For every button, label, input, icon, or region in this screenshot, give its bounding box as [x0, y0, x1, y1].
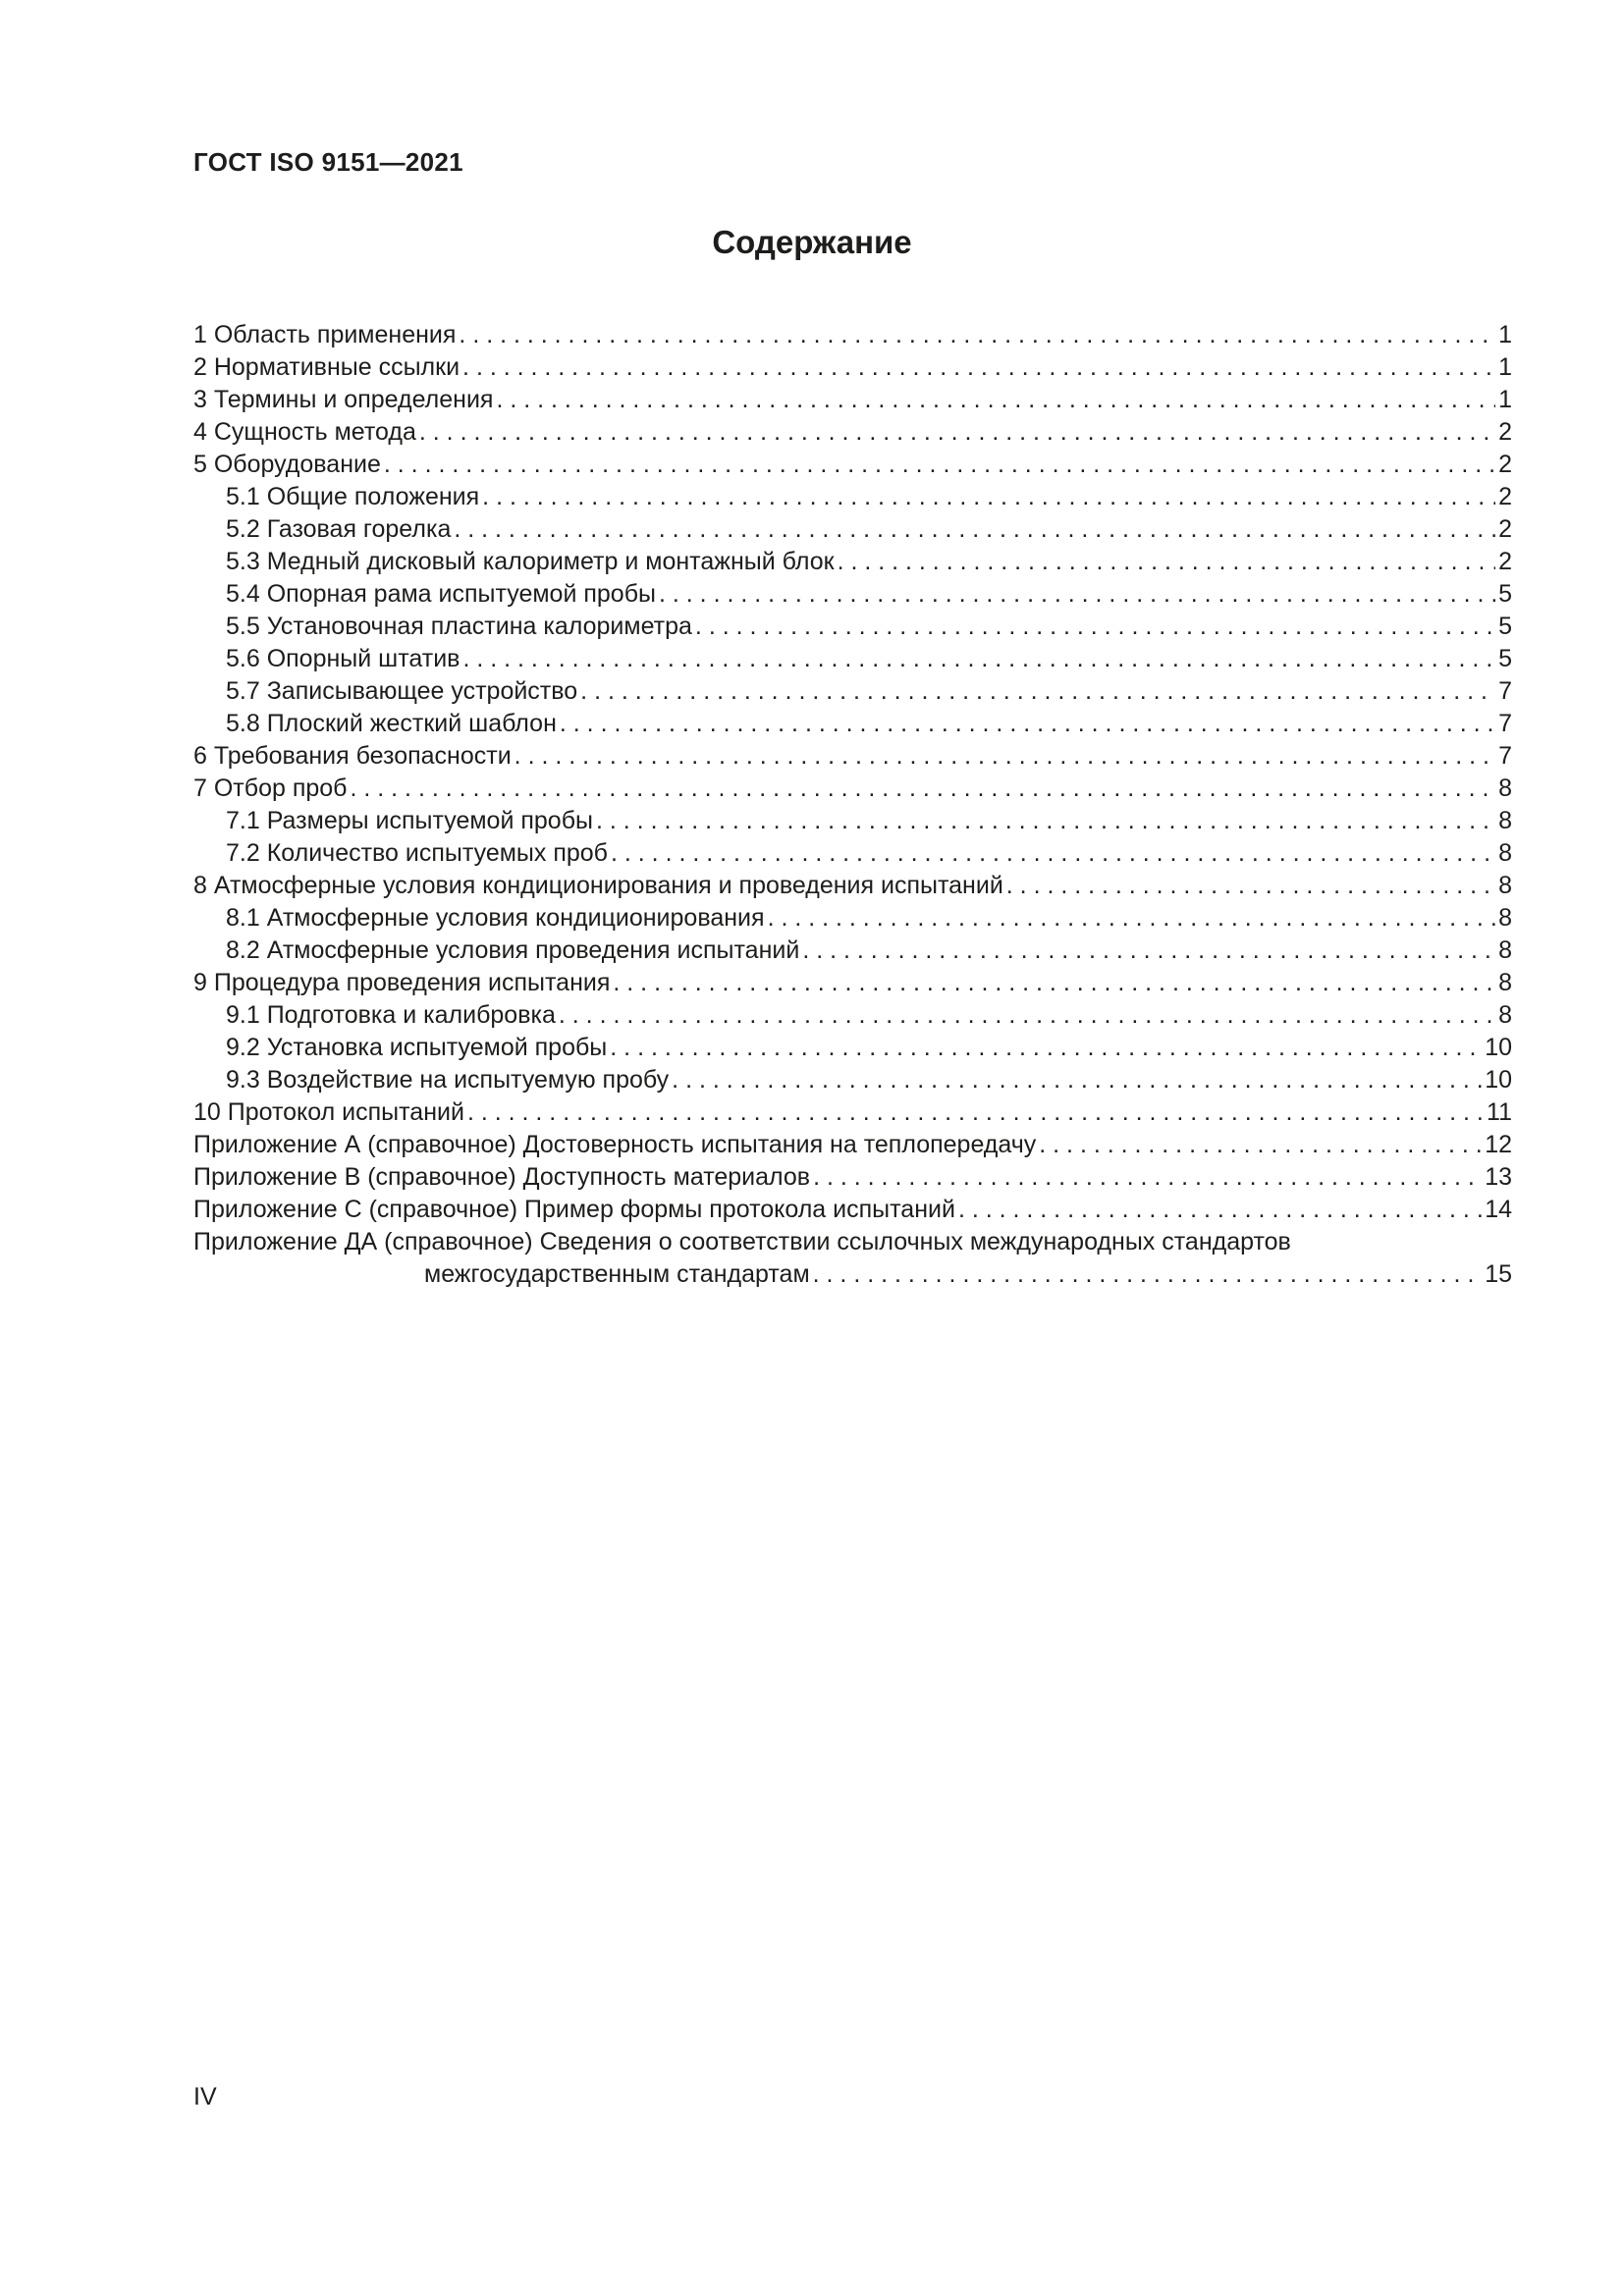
toc-entry-label-continued: межгосударственным стандартам [424, 1260, 810, 1288]
toc-entry[interactable] [193, 513, 1512, 546]
toc-dot-leader [838, 546, 1495, 578]
toc-entry-label: 2 Нормативные ссылки [193, 353, 460, 381]
toc-entry-label: 5.7 Записывающее устройство [226, 677, 578, 705]
toc-entry-page: 11 [1487, 1098, 1512, 1126]
toc-entry-label: 5.5 Установочная пластина калориметра [226, 613, 692, 640]
toc-entry-label: 5.8 Плоский жесткий шаблон [226, 710, 557, 737]
toc-dot-leader [496, 384, 1495, 416]
toc-dot-leader [813, 1258, 1483, 1291]
toc-entry-label: 10 Протокол испытаний [193, 1098, 464, 1126]
toc-entry-page: 8 [1498, 774, 1512, 802]
toc-dot-leader [419, 416, 1495, 449]
toc-entry[interactable] [193, 805, 1512, 837]
toc-entry-label: 9.3 Воздействие на испытуемую пробу [226, 1066, 670, 1094]
toc-entry-label: Приложение С (справочное) Пример формы протокола испытаний [193, 1196, 955, 1223]
toc-entry-page: 1 [1498, 353, 1512, 381]
toc-entry[interactable] [193, 1096, 1512, 1129]
toc-dot-leader [559, 999, 1495, 1032]
toc-entry-label: 8.1 Атмосферные условия кондиционирования [226, 904, 765, 932]
toc-entry[interactable] [193, 481, 1512, 513]
toc-entry[interactable] [193, 546, 1512, 578]
toc-dot-leader [813, 1161, 1482, 1194]
toc-dot-leader [695, 611, 1495, 643]
toc-entry[interactable] [193, 870, 1512, 902]
toc-dot-leader [1039, 1129, 1482, 1161]
toc-dot-leader [672, 1064, 1482, 1096]
toc-entry[interactable] [193, 740, 1512, 773]
toc-entry-label: 7.2 Количество испытуемых проб [226, 839, 608, 867]
toc-entry-label: 4 Сущность метода [193, 418, 416, 446]
toc-dot-leader [514, 740, 1495, 773]
toc-entry-label: 9.1 Подготовка и калибровка [226, 1001, 556, 1029]
toc-entry-page: 2 [1498, 515, 1512, 543]
toc-entry-page: 7 [1498, 742, 1512, 770]
toc-dot-leader [580, 675, 1495, 708]
toc-entry-page: 12 [1485, 1131, 1512, 1158]
toc-entry-label: 9 Процедура проведения испытания [193, 969, 611, 996]
toc-dot-leader [350, 773, 1495, 805]
toc-dot-leader [613, 967, 1495, 999]
toc-entry-label: Приложение А (справочное) Достоверность испытания на теплопередачу [193, 1131, 1037, 1158]
toc-entry-label: 5.4 Опорная рама испытуемой пробы [226, 580, 656, 608]
toc-entry-label: 6 Требования безопасности [193, 742, 512, 770]
toc-dot-leader [768, 902, 1495, 934]
toc-entry-page: 8 [1498, 904, 1512, 932]
toc-entry-page: 15 [1485, 1260, 1512, 1288]
toc-dot-leader [384, 449, 1495, 481]
table-of-contents [193, 319, 1512, 1291]
toc-entry-page: 5 [1498, 613, 1512, 640]
toc-entry-page: 2 [1498, 548, 1512, 575]
toc-entry-label: 5 Оборудование [193, 451, 381, 478]
toc-dot-leader [467, 1096, 1484, 1129]
toc-dot-leader [596, 805, 1495, 837]
toc-entry-page: 5 [1498, 580, 1512, 608]
toc-entry-label: 1 Область применения [193, 321, 457, 348]
toc-entry-label: 5.1 Общие положения [226, 483, 480, 510]
toc-entry[interactable] [193, 999, 1512, 1032]
toc-entry[interactable] [193, 611, 1512, 643]
toc-entry-page: 2 [1498, 451, 1512, 478]
toc-entry-label: 7.1 Размеры испытуемой пробы [226, 807, 593, 834]
toc-entry[interactable] [193, 902, 1512, 934]
toc-entry[interactable] [193, 643, 1512, 675]
toc-entry[interactable] [193, 351, 1512, 384]
toc-entry-page: 8 [1498, 936, 1512, 964]
toc-entry[interactable] [193, 416, 1512, 449]
toc-entry-label: 8.2 Атмосферные условия проведения испытаний [226, 936, 800, 964]
toc-dot-leader [610, 1032, 1482, 1064]
toc-entry[interactable] [193, 578, 1512, 611]
toc-entry[interactable] [193, 837, 1512, 870]
toc-entry-page: 8 [1498, 872, 1512, 899]
toc-entry-page: 8 [1498, 969, 1512, 996]
toc-dot-leader [560, 708, 1495, 740]
toc-entry[interactable] [193, 1032, 1512, 1064]
toc-entry-page: 8 [1498, 839, 1512, 867]
toc-entry-page: 7 [1498, 710, 1512, 737]
toc-entry[interactable] [193, 1194, 1512, 1226]
toc-entry-label: Приложение В (справочное) Доступность материалов [193, 1163, 811, 1191]
toc-dot-leader [454, 513, 1495, 546]
toc-dot-leader [482, 481, 1495, 513]
toc-entry-page: 2 [1498, 483, 1512, 510]
toc-entry-label: 8 Атмосферные условия кондиционирования и проведения испытаний [193, 872, 1003, 899]
toc-entry[interactable] [193, 1064, 1512, 1096]
toc-dot-leader [462, 351, 1495, 384]
toc-dot-leader [802, 934, 1495, 967]
toc-entry-page: 13 [1485, 1163, 1512, 1191]
document-code: ГОСТ ISO 9151—2021 [193, 147, 463, 177]
toc-entry[interactable] [193, 675, 1512, 708]
toc-entry-page: 1 [1498, 321, 1512, 348]
toc-entry[interactable] [193, 773, 1512, 805]
toc-entry-label: 5.3 Медный дисковый калориметр и монтажный блок [226, 548, 835, 575]
toc-entry[interactable] [193, 319, 1512, 351]
toc-entry-page: 8 [1498, 1001, 1512, 1029]
toc-dot-leader [659, 578, 1495, 611]
toc-entry[interactable] [193, 708, 1512, 740]
toc-dot-leader [459, 319, 1495, 351]
toc-entry-label: 5.2 Газовая горелка [226, 515, 452, 543]
toc-entry-page: 10 [1485, 1066, 1512, 1094]
toc-entry-label: 7 Отбор проб [193, 774, 348, 802]
toc-dot-leader [462, 643, 1495, 675]
toc-entry-label: 5.6 Опорный штатив [226, 645, 460, 672]
toc-entry-page: 1 [1498, 386, 1512, 413]
toc-entry-page: 8 [1498, 807, 1512, 834]
toc-dot-leader [958, 1194, 1482, 1226]
toc-entry[interactable] [193, 384, 1512, 416]
toc-entry-label: Приложение ДА (справочное) Сведения о соответствии ссылочных международных стандартов [193, 1228, 1291, 1255]
toc-entry-page: 14 [1485, 1196, 1512, 1223]
toc-entry-label: 3 Термины и определения [193, 386, 494, 413]
toc-dot-leader [611, 837, 1495, 870]
page-number: IV [193, 2083, 217, 2110]
toc-entry[interactable] [193, 449, 1512, 481]
toc-dot-leader [1006, 870, 1495, 902]
toc-entry[interactable] [193, 967, 1512, 999]
toc-entry[interactable] [193, 1129, 1512, 1161]
toc-entry[interactable] [193, 934, 1512, 967]
toc-entry-page: 5 [1498, 645, 1512, 672]
toc-entry-annex-da[interactable] [193, 1226, 1512, 1291]
toc-title: Содержание [712, 224, 912, 260]
toc-entry-label: 9.2 Установка испытуемой пробы [226, 1034, 608, 1061]
toc-entry[interactable] [193, 1161, 1512, 1194]
toc-entry-page: 10 [1485, 1034, 1512, 1061]
toc-entry-page: 7 [1498, 677, 1512, 705]
toc-entry-page: 2 [1498, 418, 1512, 446]
